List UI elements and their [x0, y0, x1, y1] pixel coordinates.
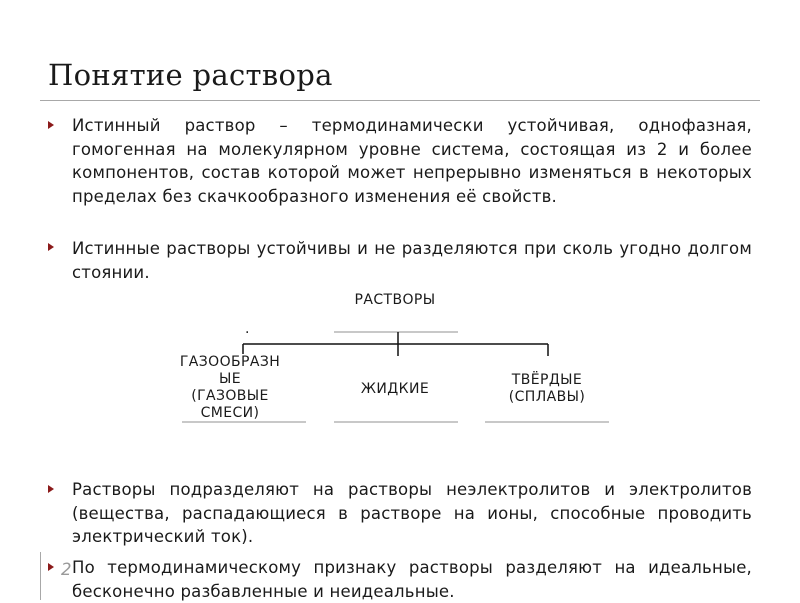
- node-line: ГАЗООБРАЗН: [179, 354, 281, 370]
- node-line: ТВЁРДЫЕ: [511, 372, 583, 388]
- node-line: (ГАЗОВЫЕ: [191, 388, 269, 404]
- node-line: ЫЕ: [219, 371, 241, 387]
- node-line: (СПЛАВЫ): [508, 389, 586, 405]
- page-number: 2: [61, 560, 72, 579]
- diagram-marker: .: [245, 321, 250, 337]
- page-number-divider: [40, 552, 41, 600]
- bullet-icon: [48, 121, 54, 129]
- bullet-icon: [48, 243, 54, 251]
- diagram-node-solid: [485, 372, 609, 406]
- slide-title: Понятие раствора: [48, 58, 333, 92]
- paragraph-ideal: По термодинамическому признаку растворы разделяют на идеальные, бесконечно разбавленные и неидеальные.: [72, 558, 752, 601]
- bullet-icon: [48, 485, 54, 493]
- node-line: СМЕСИ): [200, 405, 260, 421]
- diagram-root-label: РАСТВОРЫ: [354, 292, 436, 308]
- paragraph-true-solution: Истинный раствор – термодинамически устойчивая, однофазная, гомогенная на молекулярном уровне система, состоящая из 2 и более компонентов, состав которой может непрерывно изменяться в некоторых пределах без скачкообразного изменения её свойств.: [72, 116, 752, 206]
- node-line: ЖИДКИЕ: [360, 381, 430, 397]
- diagram-node-gaseous: [175, 354, 285, 422]
- diagram-node-liquid: [340, 381, 450, 398]
- bullet-icon: [48, 563, 54, 571]
- paragraph-stability: Истинные растворы устойчивы и не разделяются при сколь угодно долгом стоянии.: [72, 239, 752, 282]
- paragraph-electrolytes: Растворы подразделяют на растворы неэлектролитов и электролитов (вещества, распадающиеся в растворе на ионы, способные проводить электрический ток).: [72, 480, 752, 546]
- title-divider: [40, 100, 760, 101]
